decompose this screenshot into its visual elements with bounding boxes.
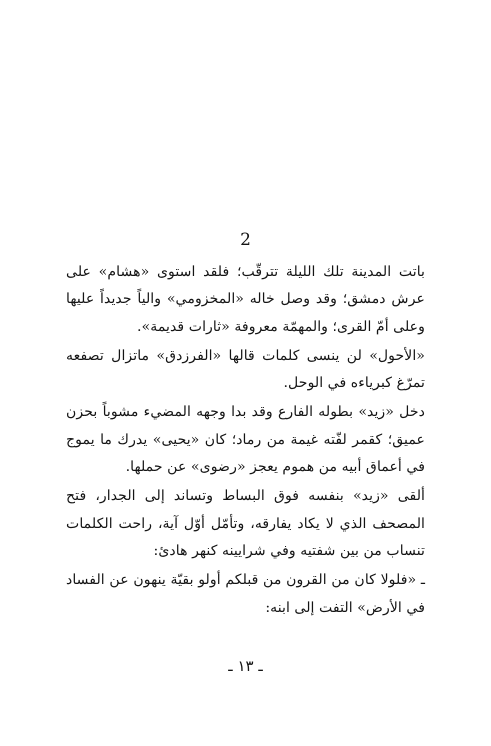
paragraph: ـ «فلولا كان من القرون من قبلكم أولو بقيّة ينهون عن الفساد في الأرض» التفت إلى ابنه: [66, 572, 425, 616]
paragraph: ألقى «زيد» بنفسه فوق البساط وتساند إلى الجدار، فتح المصحف الذي لا يكاد يفارقه، وتأمّل أوّل آية، راحت الكلمات تنساب من بين شفتيه وفي شرايينه كنهر هادئ: [66, 488, 425, 559]
page-number: ـ ١٣ ـ [228, 657, 263, 675]
paragraph: «الأحول» لن ينسى كلمات قالها «الفرزدق» ماتزال تصفعه تمرّغ كبرياءه في الوحل. [66, 347, 425, 392]
paragraph: دخل «زيد» بطوله الفارع وقد بدا وجهه المضيء مشوباً بحزن عميق؛ كقمر لفّته غيمة من رماد؛ كان «يحيى» يدرك ما يموج في أعماق أبيه من هموم يعجز «رضوى» عن حملها. [66, 404, 425, 476]
body-text [66, 259, 425, 622]
chapter-number: 2 [240, 230, 251, 250]
paragraph: باتت المدينة تلك الليلة تترقّب؛ فلقد استوى «هشام» على عرش دمشق؛ وقد وصل خاله «المخزومي» والياً جديداً عليها وعلى أمّ القرى؛ والمهمّة معروفة «ثارات قديمة». [66, 264, 425, 335]
